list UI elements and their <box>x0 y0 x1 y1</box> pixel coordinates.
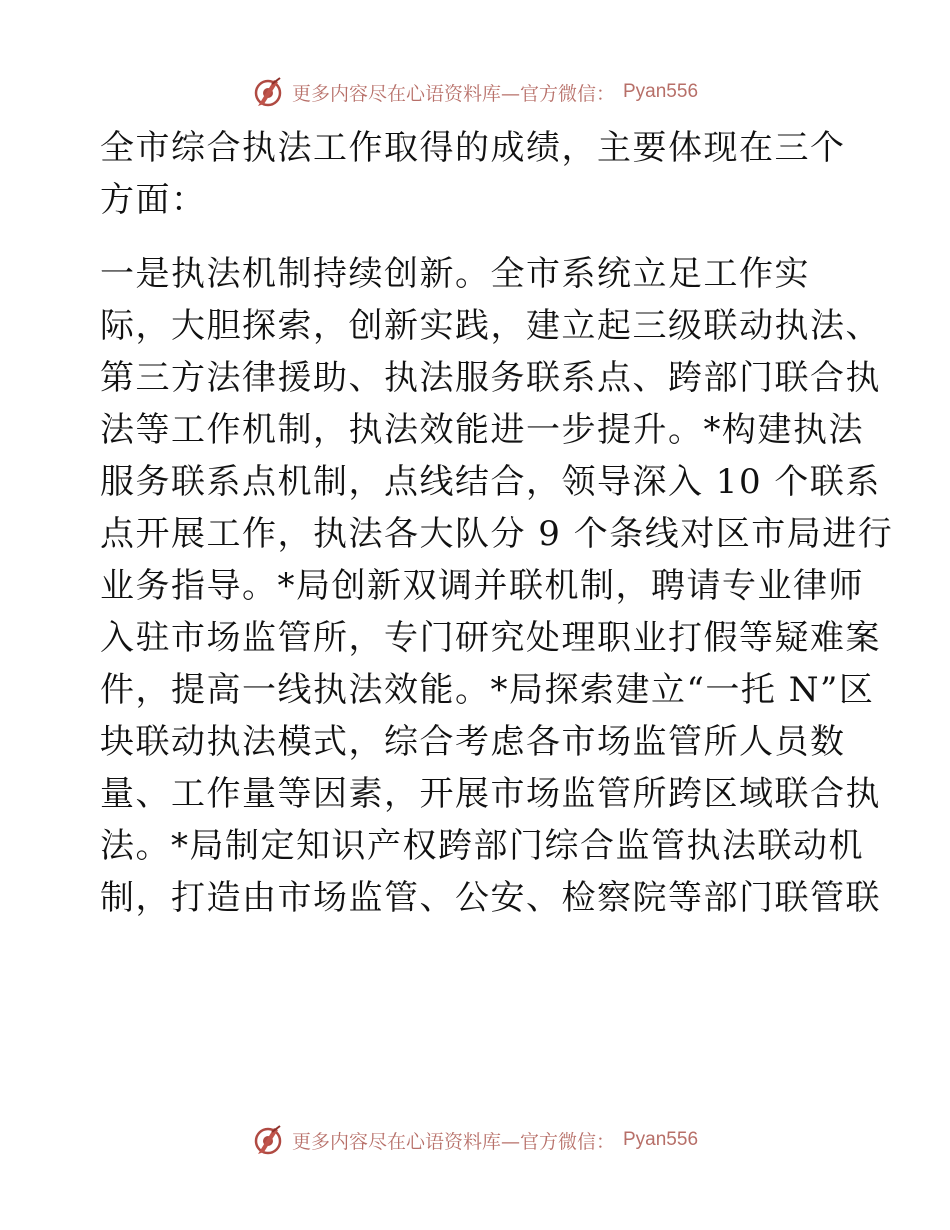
text-line: 块联动执法模式，综合考虑各市场监管所人员数 <box>100 722 846 762</box>
text-line: 方面： <box>100 180 207 220</box>
watermark-wechat-id: Pyan556 <box>623 1129 699 1150</box>
footer-watermark <box>0 1120 950 1160</box>
paragraph-mechanism-innovation <box>100 248 894 924</box>
text-line: 法等工作机制，执法效能进一步提升。*构建执法 <box>100 410 864 450</box>
text-line: 服务联系点机制，点线结合，领导深入 10 个联系 <box>100 462 881 502</box>
text-line: 入驻市场监管所，专门研究处理职业打假等疑难案 <box>100 618 881 658</box>
text-line: 业务指导。*局创新双调并联机制，聘请专业律师 <box>100 566 864 606</box>
text-line: 全市综合执法工作取得的成绩，主要体现在三个 <box>100 128 846 168</box>
feather-seal-icon <box>252 1124 284 1156</box>
text-line: 制，打造由市场监管、公安、检察院等部门联管联 <box>100 878 881 918</box>
feather-seal-icon <box>252 76 284 108</box>
watermark-text: 更多内容尽在心语资料库—官方微信： <box>291 1130 615 1153</box>
text-line: 量、工作量等因素，开展市场监管所跨区域联合执 <box>100 774 881 814</box>
text-line: 第三方法律援助、执法服务联系点、跨部门联合执 <box>100 358 881 398</box>
text-line: 件，提高一线执法效能。*局探索建立“一托 N”区 <box>100 670 875 710</box>
paragraph-intro <box>100 122 860 226</box>
watermark-text: 更多内容尽在心语资料库—官方微信： <box>291 82 615 105</box>
header-watermark <box>0 72 950 112</box>
document-body <box>100 120 894 924</box>
text-line: 法。*局制定知识产权跨部门综合监管执法联动机 <box>100 826 864 866</box>
text-line: 际，大胆探索，创新实践，建立起三级联动执法、 <box>100 306 881 346</box>
watermark-wechat-id: Pyan556 <box>623 81 699 102</box>
text-line: 点开展工作，执法各大队分 9 个条线对区市局进行 <box>100 514 894 554</box>
text-line: 一是执法机制持续创新。全市系统立足工作实 <box>100 254 810 294</box>
